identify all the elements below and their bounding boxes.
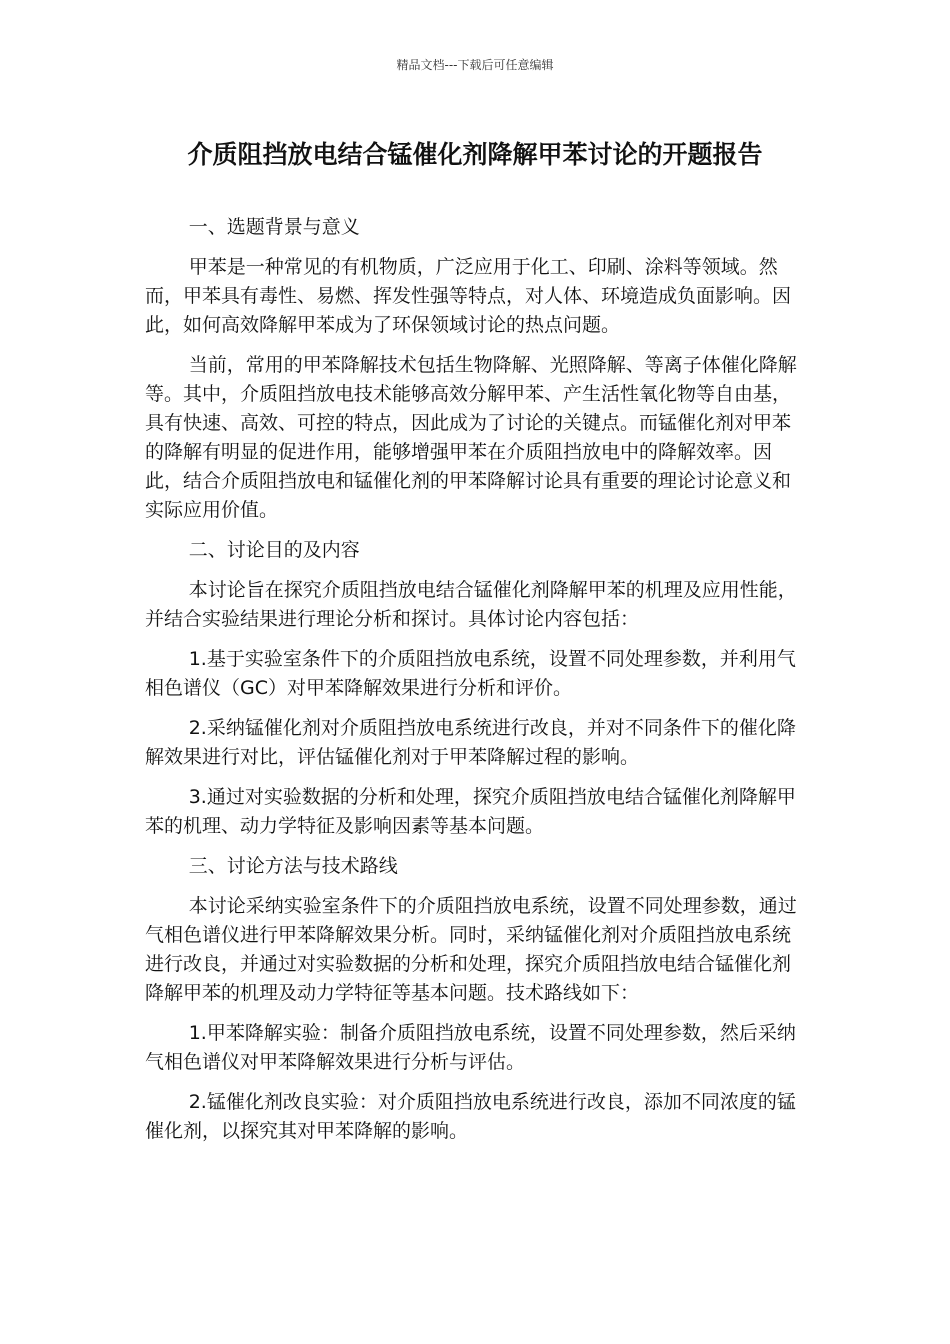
document-title: 介质阻挡放电结合锰催化剂降解甲苯讨论的开题报告 xyxy=(187,140,763,169)
section-heading-methods: 三、讨论方法与技术路线 xyxy=(188,855,398,877)
paragraph-objectives: 本讨论旨在探究介质阻挡放电结合锰催化剂降解甲苯的机理及应用性能，并结合实验结果进行理论分析和探讨。具体讨论内容包括： xyxy=(145,579,797,630)
document-body xyxy=(145,213,805,1157)
list-item-objective-1: 1.基于实验室条件下的介质阻挡放电系统，设置不同处理参数，并利用气相色谱仪（GC）对甲苯降解效果进行分析和评价。 xyxy=(145,648,796,699)
list-item-objective-3: 3.通过对实验数据的分析和处理，探究介质阻挡放电结合锰催化剂降解甲苯的机理、动力学特征及影响因素等基本问题。 xyxy=(145,786,796,837)
paragraph-background-1: 甲苯是一种常见的有机物质，广泛应用于化工、印刷、涂料等领域。然而，甲苯具有毒性、易燃、挥发性强等特点，对人体、环境造成负面影响。因此，如何高效降解甲苯成为了环保领域讨论的热点问题。 xyxy=(145,256,792,336)
header-note: 精品文档---下载后可任意编辑 xyxy=(396,58,554,72)
paragraph-methods: 本讨论采纳实验室条件下的介质阻挡放电系统，设置不同处理参数，通过气相色谱仪进行甲苯降解效果分析。同时，采纳锰催化剂对介质阻挡放电系统进行改良，并通过对实验数据的分析和处理，探究介质阻挡放电结合锰催化剂降解甲苯的机理及动力学特征等基本问题。技术路线如下： xyxy=(145,895,797,1004)
section-heading-objectives: 二、讨论目的及内容 xyxy=(188,539,360,561)
list-item-objective-2: 2.采纳锰催化剂对介质阻挡放电系统进行改良，并对不同条件下的催化降解效果进行对比，评估锰催化剂对于甲苯降解过程的影响。 xyxy=(145,717,796,768)
list-item-method-2: 2.锰催化剂改良实验：对介质阻挡放电系统进行改良，添加不同浓度的锰催化剂，以探究其对甲苯降解的影响。 xyxy=(145,1091,796,1142)
list-item-method-1: 1.甲苯降解实验：制备介质阻挡放电系统，设置不同处理参数，然后采纳气相色谱仪对甲苯降解效果进行分析与评估。 xyxy=(145,1022,796,1073)
paragraph-background-2: 当前，常用的甲苯降解技术包括生物降解、光照降解、等离子体催化降解等。其中，介质阻挡放电技术能够高效分解甲苯、产生活性氧化物等自由基，具有快速、高效、可控的特点，因此成为了讨论的关键点。而锰催化剂对甲苯的降解有明显的促进作用，能够增强甲苯在介质阻挡放电中的降解效率。因此，结合介质阻挡放电和锰催化剂的甲苯降解讨论具有重要的理论讨论意义和实际应用价值。 xyxy=(145,354,797,521)
section-heading-background: 一、选题背景与意义 xyxy=(188,216,360,238)
